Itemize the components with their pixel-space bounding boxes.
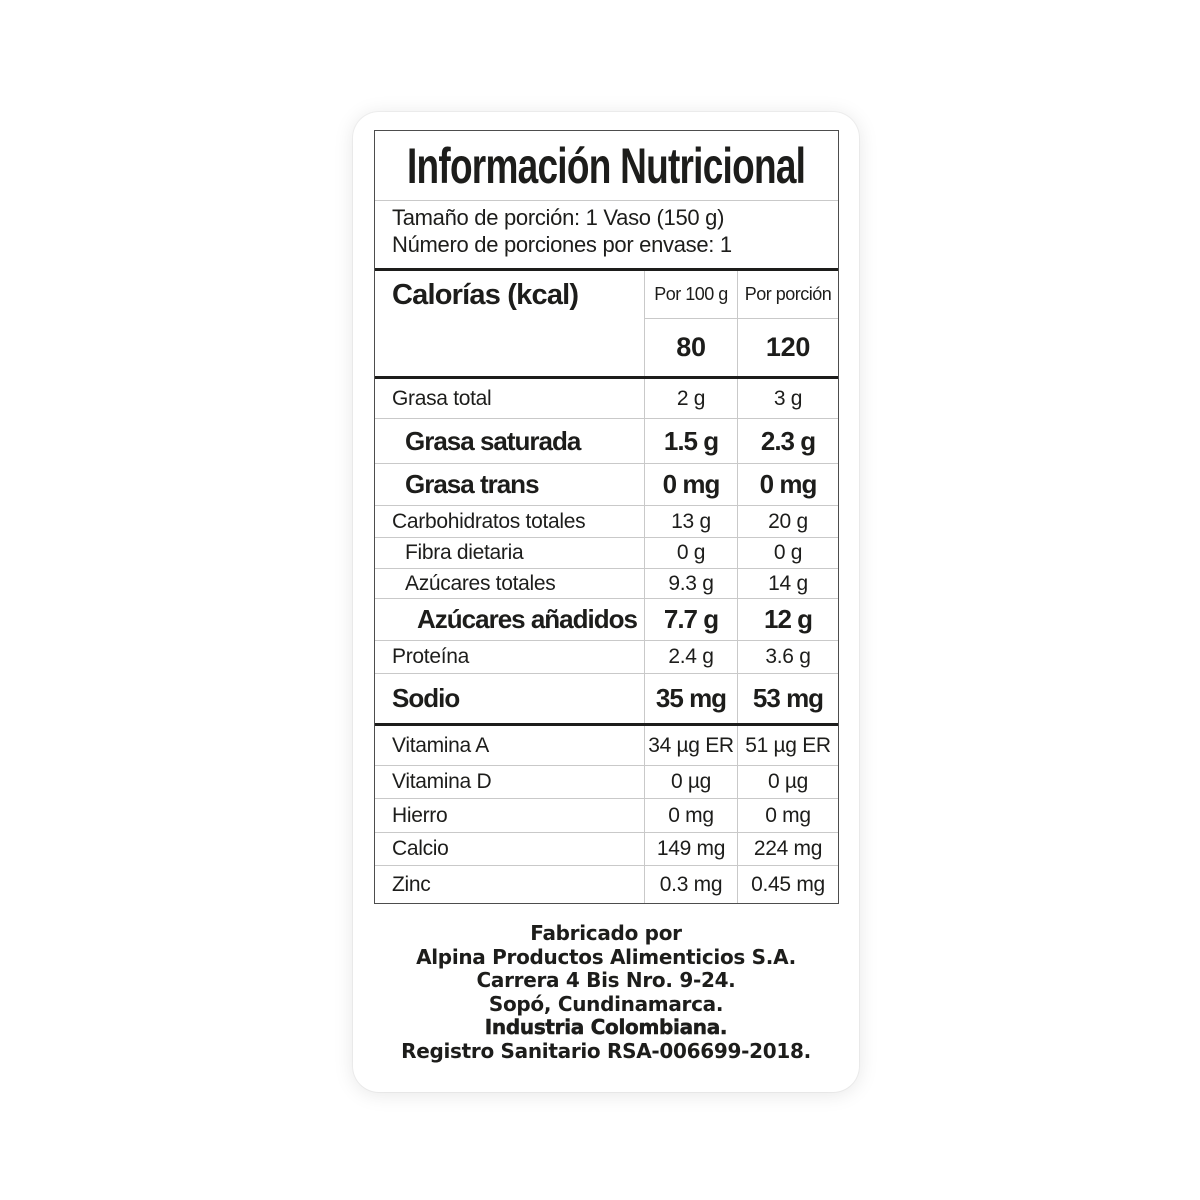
- value-per-portion: 0 mg: [737, 799, 838, 832]
- nutrient-label: Grasa total: [392, 386, 492, 410]
- nutrient-row-proteina: [375, 641, 838, 674]
- label-title-section: [375, 131, 838, 201]
- value-per-portion: 224 mg: [737, 833, 838, 865]
- label-title: Información Nutricional: [407, 137, 806, 194]
- nutrient-row-hierro: [375, 799, 838, 833]
- value-per-100g: 0 mg: [644, 464, 737, 505]
- nutrient-label: Azúcares totales: [405, 571, 556, 595]
- nutrition-label-card: [353, 112, 859, 1092]
- nutrient-row-fibra: [375, 538, 838, 569]
- value-per-100g: 1.5 g: [644, 419, 737, 463]
- value-per-portion: 2.3 g: [737, 419, 838, 463]
- nutrient-row-zinc: [375, 866, 838, 903]
- nutrient-row-calcio: [375, 833, 838, 866]
- value-per-portion: 0 µg: [737, 766, 838, 798]
- calories-per-portion: 120: [737, 319, 838, 376]
- value-per-100g: 0 mg: [644, 799, 737, 832]
- value-per-100g: 2.4 g: [644, 641, 737, 673]
- nutrient-row-grasa-trans: [375, 464, 838, 506]
- value-per-portion: 53 mg: [737, 674, 838, 723]
- value-per-100g: 34 µg ER: [644, 726, 737, 765]
- nutrient-label: Grasa trans: [405, 469, 539, 499]
- value-per-100g: 7.7 g: [644, 599, 737, 640]
- manufacturer-line: Alpina Productos Alimenticios S.A.: [416, 944, 796, 969]
- value-per-100g: 2 g: [644, 379, 737, 418]
- nutrient-label: Grasa saturada: [405, 425, 581, 456]
- servings-per-container-line: Número de porciones por envase: 1: [392, 232, 732, 257]
- calories-per-100g: 80: [644, 319, 737, 376]
- value-per-portion: 3.6 g: [737, 641, 838, 673]
- nutrient-label: Vitamina A: [392, 733, 490, 757]
- nutrient-row-vitamina-a: [375, 726, 838, 766]
- nutrient-label: Proteína: [392, 645, 469, 668]
- value-per-portion: 0 g: [737, 538, 838, 568]
- value-per-portion: 12 g: [737, 599, 838, 640]
- manufacturer-info: [353, 922, 859, 1063]
- value-per-100g: 35 mg: [644, 674, 737, 723]
- nutrient-label: Azúcares añadidos: [417, 604, 637, 634]
- value-per-portion: 0 mg: [737, 464, 838, 505]
- nutrient-row-vitamina-d: [375, 766, 838, 799]
- nutrient-label: Zinc: [392, 872, 431, 896]
- nutrient-label: Calcio: [392, 837, 449, 860]
- value-per-100g: 9.3 g: [644, 569, 737, 598]
- column-header-per-100g: Por 100 g: [644, 271, 737, 319]
- manufacturer-line: Carrera 4 Bis Nro. 9-24.: [476, 968, 736, 992]
- value-per-portion: 3 g: [737, 379, 838, 418]
- nutrition-table: [374, 130, 839, 904]
- calories-spacer: [375, 319, 644, 376]
- nutrient-row-azucares-anadidos: [375, 599, 838, 641]
- manufacturer-line: Sopó, Cundinamarca.: [488, 991, 724, 1016]
- calories-header-row: [375, 271, 838, 319]
- value-per-100g: 149 mg: [644, 833, 737, 865]
- nutrient-label: Hierro: [392, 803, 448, 827]
- manufacturer-line: Fabricado por: [530, 921, 682, 945]
- serving-info-section: [375, 201, 838, 271]
- value-per-100g: 0 g: [644, 538, 737, 568]
- nutrient-row-azucares-totales: [375, 569, 838, 599]
- value-per-100g: 0 µg: [644, 766, 737, 798]
- nutrient-label: Fibra dietaria: [405, 541, 524, 564]
- nutrient-label: Vitamina D: [392, 770, 492, 793]
- value-per-portion: 51 µg ER: [737, 726, 838, 765]
- column-header-per-portion: Por porción: [737, 271, 838, 319]
- value-per-100g: 13 g: [644, 506, 737, 537]
- serving-size-line: Tamaño de porción: 1 Vaso (150 g): [392, 205, 725, 230]
- value-per-100g: 0.3 mg: [644, 866, 737, 903]
- nutrient-row-carbohidratos: [375, 506, 838, 538]
- nutrient-label: Carbohidratos totales: [392, 509, 586, 533]
- industry-line: Industria Colombiana.: [484, 1015, 728, 1039]
- calories-value-row: [375, 319, 838, 379]
- sanitary-registry-line: Registro Sanitario RSA-006699-2018.: [401, 1038, 811, 1063]
- calories-label: Calorías (kcal): [392, 278, 579, 311]
- nutrient-label: Sodio: [392, 683, 460, 713]
- value-per-portion: 0.45 mg: [737, 866, 838, 903]
- nutrient-row-sodio: [375, 674, 838, 726]
- value-per-portion: 20 g: [737, 506, 838, 537]
- nutrient-row-grasa-total: [375, 379, 838, 419]
- nutrient-row-grasa-saturada: [375, 419, 838, 464]
- value-per-portion: 14 g: [737, 569, 838, 598]
